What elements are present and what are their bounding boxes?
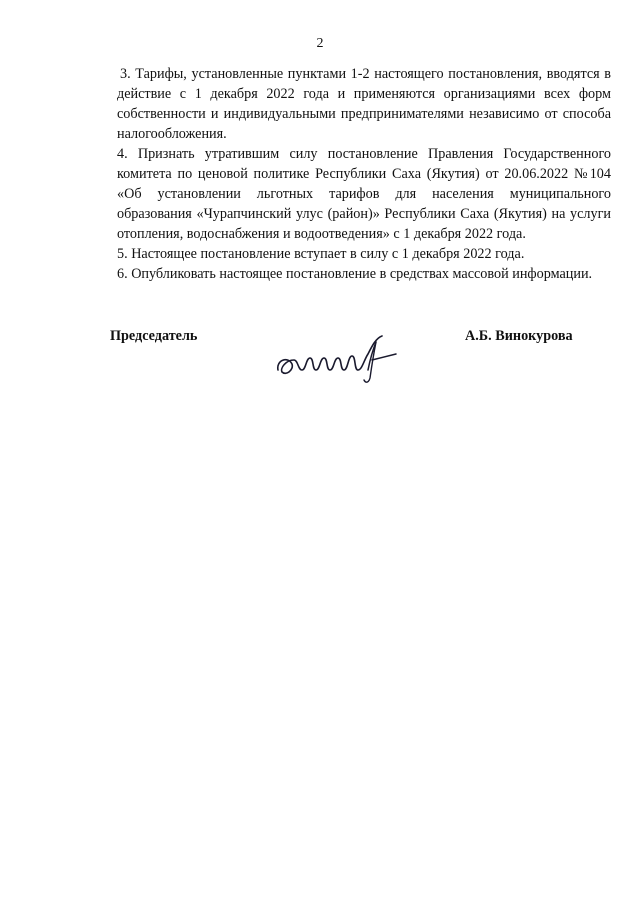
handwritten-signature	[272, 330, 402, 386]
signatory-title: Председатель	[110, 328, 198, 344]
document-body	[117, 64, 611, 284]
page-number: 2	[316, 36, 324, 51]
signature-block	[0, 322, 640, 392]
paragraph-item-6: 6. Опубликовать настоящее постановление в средствах массовой информации.	[117, 266, 593, 282]
paragraph-item-5: 5. Настоящее постановление вступает в силу с 1 декабря 2022 года.	[117, 246, 525, 262]
paragraph-item-3: 3. Тарифы, установленные пунктами 1-2 настоящего постановления, вводятся в действие с 1 декабря 2022 года и применяются организациями всех форм собственности и индивидуальными предпринимателями независимо от способа налогообложения.	[117, 66, 611, 142]
paragraph-item-4: 4. Признать утратившим силу постановление Правления Государственного комитета по ценовой политике Республики Саха (Якутия) от 20.06.2022 №104 «Об установлении льготных тарифов для населения муниципального образования «Чурапчинский улус (район)» Республики Саха (Якутия) на услуги отопления, водоснабжения и водоотведения» с 1 декабря 2022 года.	[117, 146, 611, 242]
signatory-name: А.Б. Винокурова	[465, 328, 573, 344]
